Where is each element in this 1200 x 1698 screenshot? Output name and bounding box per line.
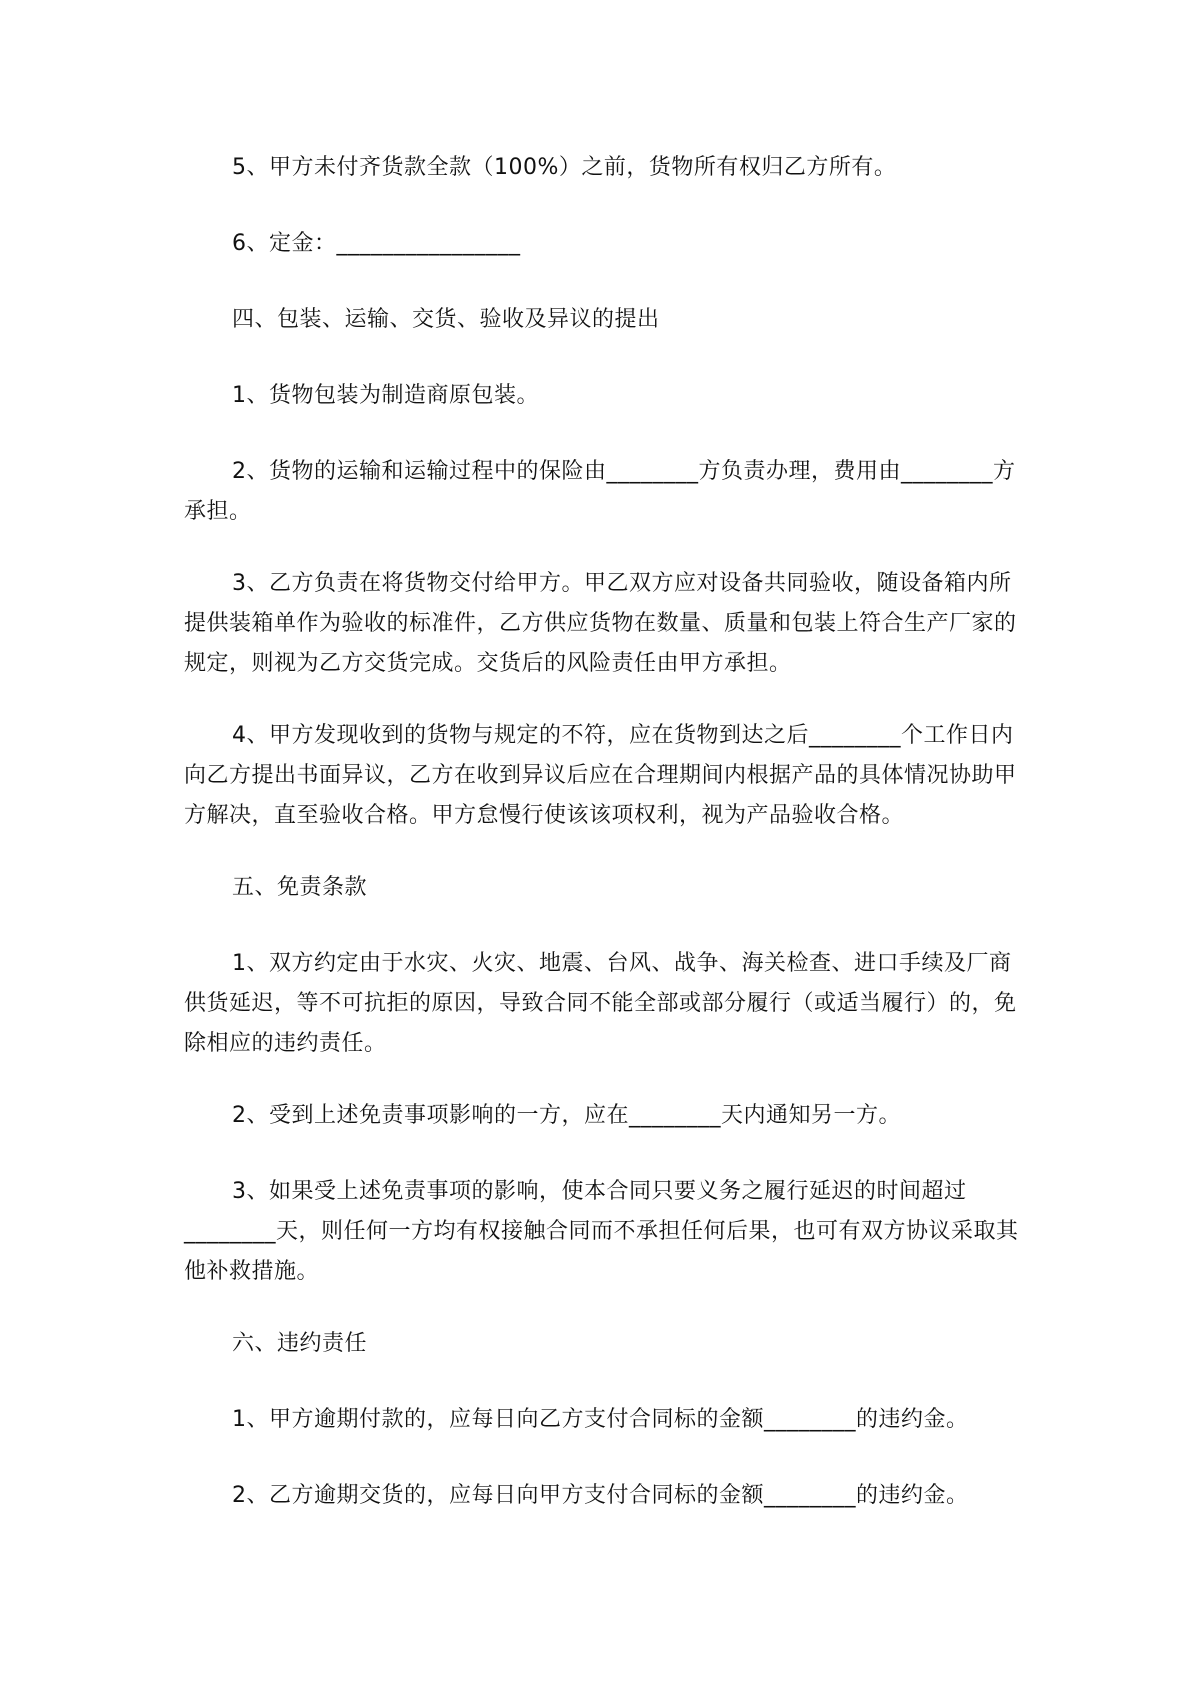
clause-6-deposit: 6、定金：________________ (232, 231, 521, 256)
section-5-heading: 五、免责条款 (232, 875, 368, 900)
section-6-clause-1: 1、甲方逾期付款的，应每日向乙方支付合同标的金额________的违约金。 (232, 1407, 969, 1432)
section-4-clause-1: 1、货物包装为制造商原包装。 (232, 383, 539, 408)
section-6-clause-2: 2、乙方逾期交货的，应每日向甲方支付合同标的金额________的违约金。 (232, 1483, 969, 1508)
section-5-clause-1: 1、双方约定由于水灾、火灾、地震、台风、战争、海关检查、进口手续及厂商供货延迟，等不可抗拒的原因，导致合同不能全部或部分履行（或适当履行）的，免除相应的违约责任。 (184, 951, 1017, 1056)
section-4-clause-3: 3、乙方负责在将货物交付给甲方。甲乙双方应对设备共同验收，随设备箱内所提供装箱单作为验收的标准件，乙方供应货物在数量、质量和包装上符合生产厂家的规定，则视为乙方交货完成。交货后的风险责任由甲方承担。 (184, 571, 1017, 676)
section-4-clause-2: 2、货物的运输和运输过程中的保险由________方负责办理，费用由________方承担。 (184, 459, 1016, 524)
clause-5-ownership: 5、甲方未付齐货款全款（100%）之前，货物所有权归乙方所有。 (232, 155, 897, 180)
section-5-clause-2: 2、受到上述免责事项影响的一方，应在________天内通知另一方。 (232, 1103, 901, 1128)
section-6-heading: 六、违约责任 (232, 1331, 368, 1356)
section-4-heading: 四、包装、运输、交货、验收及异议的提出 (232, 307, 660, 332)
section-4-clause-4: 4、甲方发现收到的货物与规定的不符，应在货物到达之后________个工作日内向乙方提出书面异议，乙方在收到异议后应在合理期间内根据产品的具体情况协助甲方解决，直至验收合格。甲方怠慢行使该该项权利，视为产品验收合格。 (184, 723, 1017, 828)
section-5-clause-3: 3、如果受上述免责事项的影响，使本合同只要义务之履行延迟的时间超过________天，则任何一方均有权接触合同而不承担任何后果，也可有双方协议采取其他补救措施。 (184, 1179, 1019, 1284)
